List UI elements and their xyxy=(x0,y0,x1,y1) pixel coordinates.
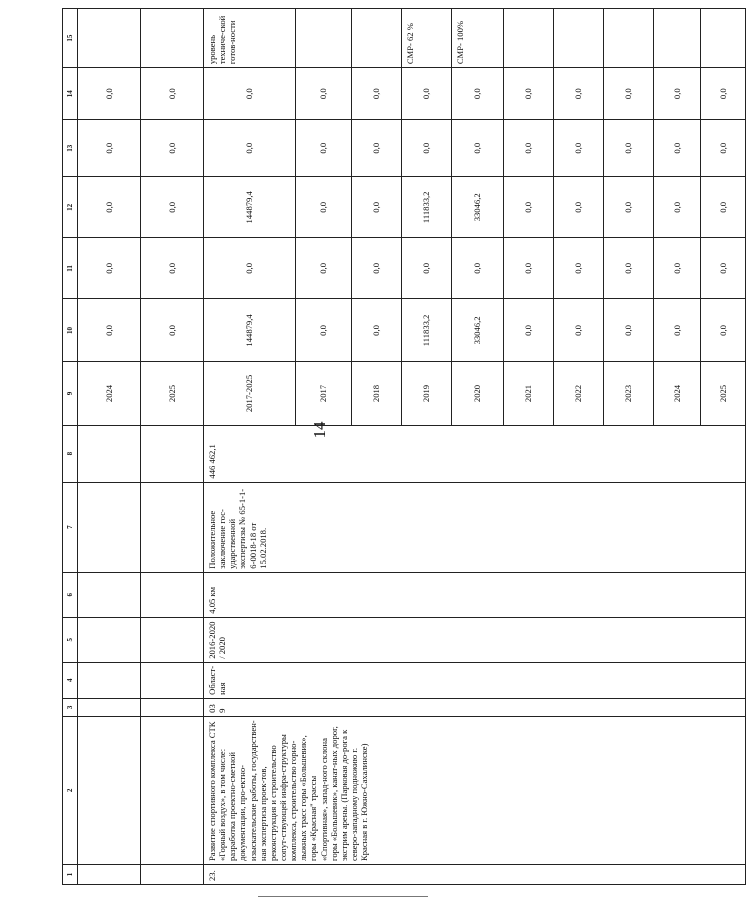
empty-cell xyxy=(78,698,141,716)
column-number: 12 xyxy=(63,177,78,238)
year-cell: 2024 xyxy=(654,362,701,425)
amount-cell: 0,0 xyxy=(402,238,452,299)
amount-cell: 0,0 xyxy=(654,299,701,362)
amount-cell: 0,0 xyxy=(554,120,604,177)
column-number: 5 xyxy=(63,617,78,662)
amount-cell: 0,0 xyxy=(141,238,204,299)
amount-cell: 33046,2 xyxy=(452,177,504,238)
amount-cell: 111833,2 xyxy=(402,177,452,238)
amount-cell: 0,0 xyxy=(504,120,554,177)
column-number: 15 xyxy=(63,9,78,68)
column-number: 3 xyxy=(63,698,78,716)
note-cell xyxy=(604,9,654,68)
note-cell xyxy=(654,9,701,68)
object-code: 039 xyxy=(204,698,746,716)
amount-cell: 0,0 xyxy=(452,120,504,177)
amount-cell: 0,0 xyxy=(554,177,604,238)
amount-cell: 0,0 xyxy=(504,299,554,362)
empty-cell xyxy=(78,716,141,864)
amount-cell: 0,0 xyxy=(604,68,654,120)
note-cell: СМР- 100% xyxy=(452,9,504,68)
amount-cell: 0,0 xyxy=(296,177,352,238)
year-cell: 2024 xyxy=(78,362,141,425)
year-cell: 2025 xyxy=(141,362,204,425)
expertise-conclusion: Положительное заключение гос-ударственной экспертизы № 65-1-1-6-0018-18 от 15.02.2018. xyxy=(204,482,746,572)
year-cell: 2020 xyxy=(452,362,504,425)
amount-cell: 0,0 xyxy=(78,238,141,299)
empty-cell xyxy=(141,617,204,662)
page-number: 14 xyxy=(310,421,329,439)
amount-cell: 0,0 xyxy=(604,238,654,299)
estimated-cost: 446 462,1 xyxy=(204,425,746,482)
note-cell xyxy=(352,9,402,68)
empty-cell xyxy=(78,864,141,884)
amount-cell: 0,0 xyxy=(604,120,654,177)
column-number-row xyxy=(63,9,78,885)
amount-cell: 0,0 xyxy=(402,120,452,177)
year-cell: 2019 xyxy=(402,362,452,425)
empty-cell xyxy=(78,572,141,617)
empty-cell xyxy=(78,482,141,572)
column-number: 9 xyxy=(63,362,78,425)
amount-cell: 144879,4 xyxy=(204,299,296,362)
empty-cell xyxy=(141,482,204,572)
amount-cell: 0,0 xyxy=(654,238,701,299)
amount-cell: 0,0 xyxy=(654,68,701,120)
amount-cell: 0,0 xyxy=(204,238,296,299)
amount-cell: 0,0 xyxy=(141,177,204,238)
note-cell xyxy=(701,9,746,68)
empty-cell xyxy=(141,572,204,617)
note-cell xyxy=(504,9,554,68)
column-number: 2 xyxy=(63,716,78,864)
empty-cell xyxy=(141,716,204,864)
amount-cell: 0,0 xyxy=(78,299,141,362)
amount-cell: 0,0 xyxy=(78,120,141,177)
rotated-table-wrapper xyxy=(62,8,728,885)
column-number: 6 xyxy=(63,572,78,617)
record-row xyxy=(204,9,296,885)
empty-cell xyxy=(141,864,204,884)
amount-cell: 111833,2 xyxy=(402,299,452,362)
amount-cell: 0,0 xyxy=(604,299,654,362)
object-capacity: 4,05 км xyxy=(204,572,746,617)
amount-cell: 0,0 xyxy=(604,177,654,238)
amount-cell: 0,0 xyxy=(504,68,554,120)
amount-cell: 0,0 xyxy=(296,68,352,120)
amount-cell: 0,0 xyxy=(296,299,352,362)
amount-cell: 0,0 xyxy=(296,120,352,177)
amount-cell: 0,0 xyxy=(504,238,554,299)
year-cell: 2021 xyxy=(504,362,554,425)
year-cell: 2017 xyxy=(296,362,352,425)
column-number: 1 xyxy=(63,864,78,884)
note-cell xyxy=(141,9,204,68)
amount-cell: 0,0 xyxy=(352,299,402,362)
amount-cell: 0,0 xyxy=(701,177,746,238)
amount-cell: 0,0 xyxy=(701,299,746,362)
amount-cell: 0,0 xyxy=(554,299,604,362)
investment-table xyxy=(62,8,746,885)
amount-cell: 0,0 xyxy=(204,120,296,177)
amount-cell: 0,0 xyxy=(352,177,402,238)
empty-cell xyxy=(78,617,141,662)
note-cell xyxy=(78,9,141,68)
amount-cell: 33046,2 xyxy=(452,299,504,362)
note-cell: уровень техниче-ской готов-ности xyxy=(204,9,296,68)
amount-cell: 0,0 xyxy=(296,238,352,299)
amount-cell: 0,0 xyxy=(654,120,701,177)
note-cell: СМР- 62 % xyxy=(402,9,452,68)
amount-cell: 0,0 xyxy=(701,120,746,177)
object-level: Област-ная xyxy=(204,662,746,698)
record-number: 23. xyxy=(204,864,746,884)
amount-cell: 0,0 xyxy=(452,68,504,120)
column-number: 7 xyxy=(63,482,78,572)
amount-cell: 0,0 xyxy=(352,68,402,120)
column-number: 8 xyxy=(63,425,78,482)
footer-rule xyxy=(258,896,428,897)
amount-cell: 0,0 xyxy=(352,238,402,299)
amount-cell: 0,0 xyxy=(504,177,554,238)
amount-cell: 0,0 xyxy=(554,238,604,299)
amount-cell: 144879,4 xyxy=(204,177,296,238)
note-cell xyxy=(554,9,604,68)
column-number: 11 xyxy=(63,238,78,299)
amount-cell: 0,0 xyxy=(78,177,141,238)
column-number: 4 xyxy=(63,662,78,698)
continuation-row xyxy=(141,9,204,885)
empty-cell xyxy=(141,425,204,482)
amount-cell: 0,0 xyxy=(141,299,204,362)
continuation-row xyxy=(78,9,141,885)
column-number: 13 xyxy=(63,120,78,177)
amount-cell: 0,0 xyxy=(701,68,746,120)
construction-period: 2016-2020 / 2020 xyxy=(204,617,746,662)
object-name: Развитие спортивного комплекса СТК «Горный воздух», в том числе: разработка проектно-сметной документации, про-ектно-изыскательские работы, государствен-ная экспертиза проек-тов, реконструкция и строительство сопут-ствующей инфра-структуры комплекса, строительство горно-лыжных трасс горы «Большевик», горы «Красная" трассы «Спортивная», запад-ного склона горы «Большевик», канат-ных дорог, экстрим арены. (Парковая до-рога к северо-западному подножию г. Красная в г. Южно-Сахалинске) xyxy=(204,716,746,864)
amount-cell: 0,0 xyxy=(141,68,204,120)
amount-cell: 0,0 xyxy=(141,120,204,177)
note-cell xyxy=(296,9,352,68)
amount-cell: 0,0 xyxy=(701,238,746,299)
empty-cell xyxy=(141,662,204,698)
amount-cell: 0,0 xyxy=(402,68,452,120)
year-cell: 2018 xyxy=(352,362,402,425)
amount-cell: 0,0 xyxy=(204,68,296,120)
year-cell: 2023 xyxy=(604,362,654,425)
column-number: 10 xyxy=(63,299,78,362)
empty-cell xyxy=(141,698,204,716)
empty-cell xyxy=(78,662,141,698)
amount-cell: 0,0 xyxy=(352,120,402,177)
amount-cell: 0,0 xyxy=(554,68,604,120)
year-cell: 2017-2025 xyxy=(204,362,296,425)
column-number: 14 xyxy=(63,68,78,120)
amount-cell: 0,0 xyxy=(78,68,141,120)
year-cell: 2025 xyxy=(701,362,746,425)
empty-cell xyxy=(78,425,141,482)
amount-cell: 0,0 xyxy=(452,238,504,299)
amount-cell: 0,0 xyxy=(654,177,701,238)
year-cell: 2022 xyxy=(554,362,604,425)
